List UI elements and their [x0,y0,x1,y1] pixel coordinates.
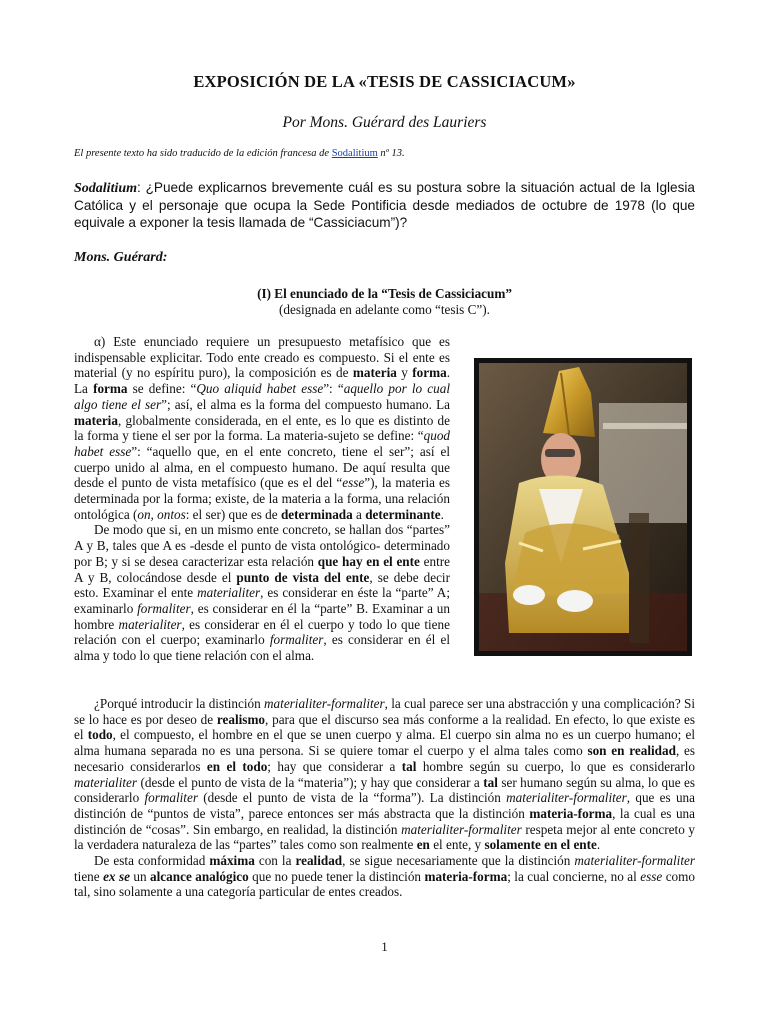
text-run: De esta conformidad [94,853,210,869]
text-run: materialiter-formaliter [574,853,695,869]
text-run: . La [74,365,450,397]
text-run: ¿Porqué introducir la distinción [94,696,265,711]
note-text-before: El presente texto ha sido traducido de la edición francesa de [74,148,332,159]
text-run: a [352,506,366,522]
text-run: aquello por lo cual algo tiene el ser [74,381,450,412]
text-run: materia-forma [424,868,508,884]
page-number: 1 [381,939,388,954]
section-subtitle: (designada en adelante como “tesis C”). [279,302,490,317]
text-run: , la cual parece ser una abstracción y una complicación? Si se lo hace es por deseo de [74,696,695,727]
text-run: , se sigue necesariamente que la distinción [342,853,575,869]
text-run: esse [640,868,663,884]
text-run: Quo aliquid habet esse [196,381,324,397]
text-run: formaliter [144,790,198,806]
text-run: respeta mejor al ente concreto y la verdadera naturaleza de las “partes” tales como son realmente [74,821,696,853]
text-run: realidad [295,853,343,869]
text-run: en el todo [206,758,268,774]
text-run: ”: “aquello que, en el ente concreto, tiene el ser”; así el cuerpo unido al alma, en el compuesto humano. De aquí resulta que desde el punto de vista metafísico (que es el del “ [74,443,450,491]
paragraph-why [74,696,695,853]
text-run: on, ontos [137,506,186,522]
text-run: ”), la materia es determinada por la forma; existe, de la materia a la forma, una relación ontológica ( [74,475,450,522]
column-text [74,334,450,664]
text-run: (desde el punto de vista de la “forma”). La distinción [197,790,507,806]
text-run: que no puede tener la distinción [248,868,425,884]
text-run: materia [352,365,397,381]
text-run: como tal, sino solamente a una categoría particular de entes creados. [74,868,695,900]
text-run: forma [93,381,128,397]
text-run: De modo que si, en un mismo ente concreto, se hallan dos “partes” A y B, tales que A es -desde el punto de vista ontológico- determinado por B; y si se desea caracterizar esta relación [74,522,450,569]
text-run: punto de vista del ente [236,569,370,585]
question-speaker: Sodalitium [74,181,138,196]
text-run: ”: “ [323,381,344,397]
text-run: , se debe decir esto. Examinar el ente [74,569,450,601]
text-run: , es considerar en él el cuerpo y todo lo que tiene relación con el cuerpo; examinarlo [74,616,450,648]
text-run: , el compuesto, el hombre en el que se unen cuerpo y alma. El cuerpo sin alma no es un cuerpo humano; el alma humana separada no es una persona. Si se quiere tomar el cuerpo y el alma tales como [74,727,695,759]
text-run: ; la cual concierne, no al [507,868,641,884]
document-title: EXPOSICIÓN DE LA «TESIS DE CASSICIACUM» [193,72,576,91]
text-run: ”; así, el alma es la forma del compuesto humano. La [161,396,450,412]
paragraph-conformity [74,853,695,900]
text-run: alcance analógico [150,868,249,884]
sodalitium-link[interactable]: Sodalitium [331,148,378,159]
text-run: , es necesario considerarlos [74,743,696,774]
text-run: esse [342,475,365,491]
text-run: todo [87,727,113,743]
text-run: formaliter [269,632,324,648]
text-run: materialiter [74,774,138,790]
section-title: (I) El enunciado de la “Tesis de Cassiciacum” [257,286,512,301]
text-run: ex se [103,868,130,884]
author-line: Por Mons. Guérard des Lauriers [282,114,487,131]
text-run: forma [412,365,447,381]
text-run: quod habet esse [74,428,450,459]
full-width-text [74,696,695,900]
text-run: . [596,837,601,853]
translation-note [74,148,695,159]
question-text: : ¿Puede explicarnos brevemente cuál es su postura sobre la situación actual de la Iglesia Católica y el personaje que ocupa la Sede Pontificia desde mediados de octubre de 1978 (lo que equivale a exponer la tesis llamada de “Cassiciacum”)? [74,180,695,230]
text-run: y [396,365,413,381]
text-run: , la cual es una distinción de “cosas”. Sin embargo, en realidad, la distinción [74,805,695,837]
text-run: que hay en el ente [317,553,420,569]
text-run: , es considerar en él el alma y todo lo que tiene relación con el alma. [74,632,450,664]
text-run: un [129,868,151,884]
text-run: tiene [74,868,104,884]
text-run: : el ser) que es de [185,506,281,522]
answer-speaker-name: Mons. Guérard [74,250,163,265]
text-run: tal [483,774,498,790]
text-run: máxima [209,853,255,869]
answer-speaker [74,250,167,266]
text-run: (desde el punto de vista de la “materia”); y hay que considerar a [137,774,484,790]
text-run: , es considerar en éste la “parte” A; examinarlo [74,585,450,616]
text-run: materialiter [197,585,261,601]
interview-question [74,179,695,231]
text-run: ; hay que considerar a [267,758,402,774]
text-run: materia [74,412,118,428]
text-run: solamente en el ente [484,837,597,853]
text-run: en [416,837,430,853]
text-run: materialiter-formaliter [506,790,627,806]
text-run: son en realidad [587,743,676,759]
text-run: , que es una distinción de “puntos de vista”, parece entonces ser más abstracta que la distinción [74,790,695,821]
text-run: α) Este enunciado requiere un presupuesto metafísico que es indispensable explicitar. Todo ente creado es compuesto. Si el ente es material (y no espíritu puro), la composición es de [74,334,450,381]
answer-speaker-colon: : [162,250,168,265]
text-run: se define: “ [127,381,197,397]
text-run: materialiter-formaliter [401,821,522,837]
text-run: , globalmente considerada, en el ente, es lo que es distinto de la forma y tiene el ser por la forma. La materia-sujeto se define: “ [74,412,450,444]
text-run: . [440,506,444,522]
text-run: el ente, y [429,837,485,853]
text-run: materia-forma [529,805,613,821]
paragraph-parts [74,522,450,663]
text-run: materialiter [118,616,182,632]
text-run: determinante [365,506,441,522]
portrait-photo [474,358,692,656]
portrait-illustration [479,363,687,651]
note-text-after: nº 13. [377,148,405,159]
text-run: formaliter [137,600,191,616]
text-run: hombre según su cuerpo, lo que es considerarlo [416,758,695,774]
paragraph-alpha [74,334,450,522]
text-run: materialiter-formaliter [264,696,385,711]
text-run: , para que el discurso sea más conforme a la realidad. En efecto, lo que existe es el [74,711,695,743]
text-run: con la [254,853,296,869]
text-run: tal [401,758,417,774]
text-run: entre A y B, colocándose desde el [74,553,450,585]
text-run: determinada [280,506,353,522]
text-run: , es considerar en él la “parte” B. Examinar a un hombre [74,600,450,632]
text-run: realismo [216,711,266,727]
text-run: ser humano según su alma, lo que es considerarlo [74,774,695,806]
